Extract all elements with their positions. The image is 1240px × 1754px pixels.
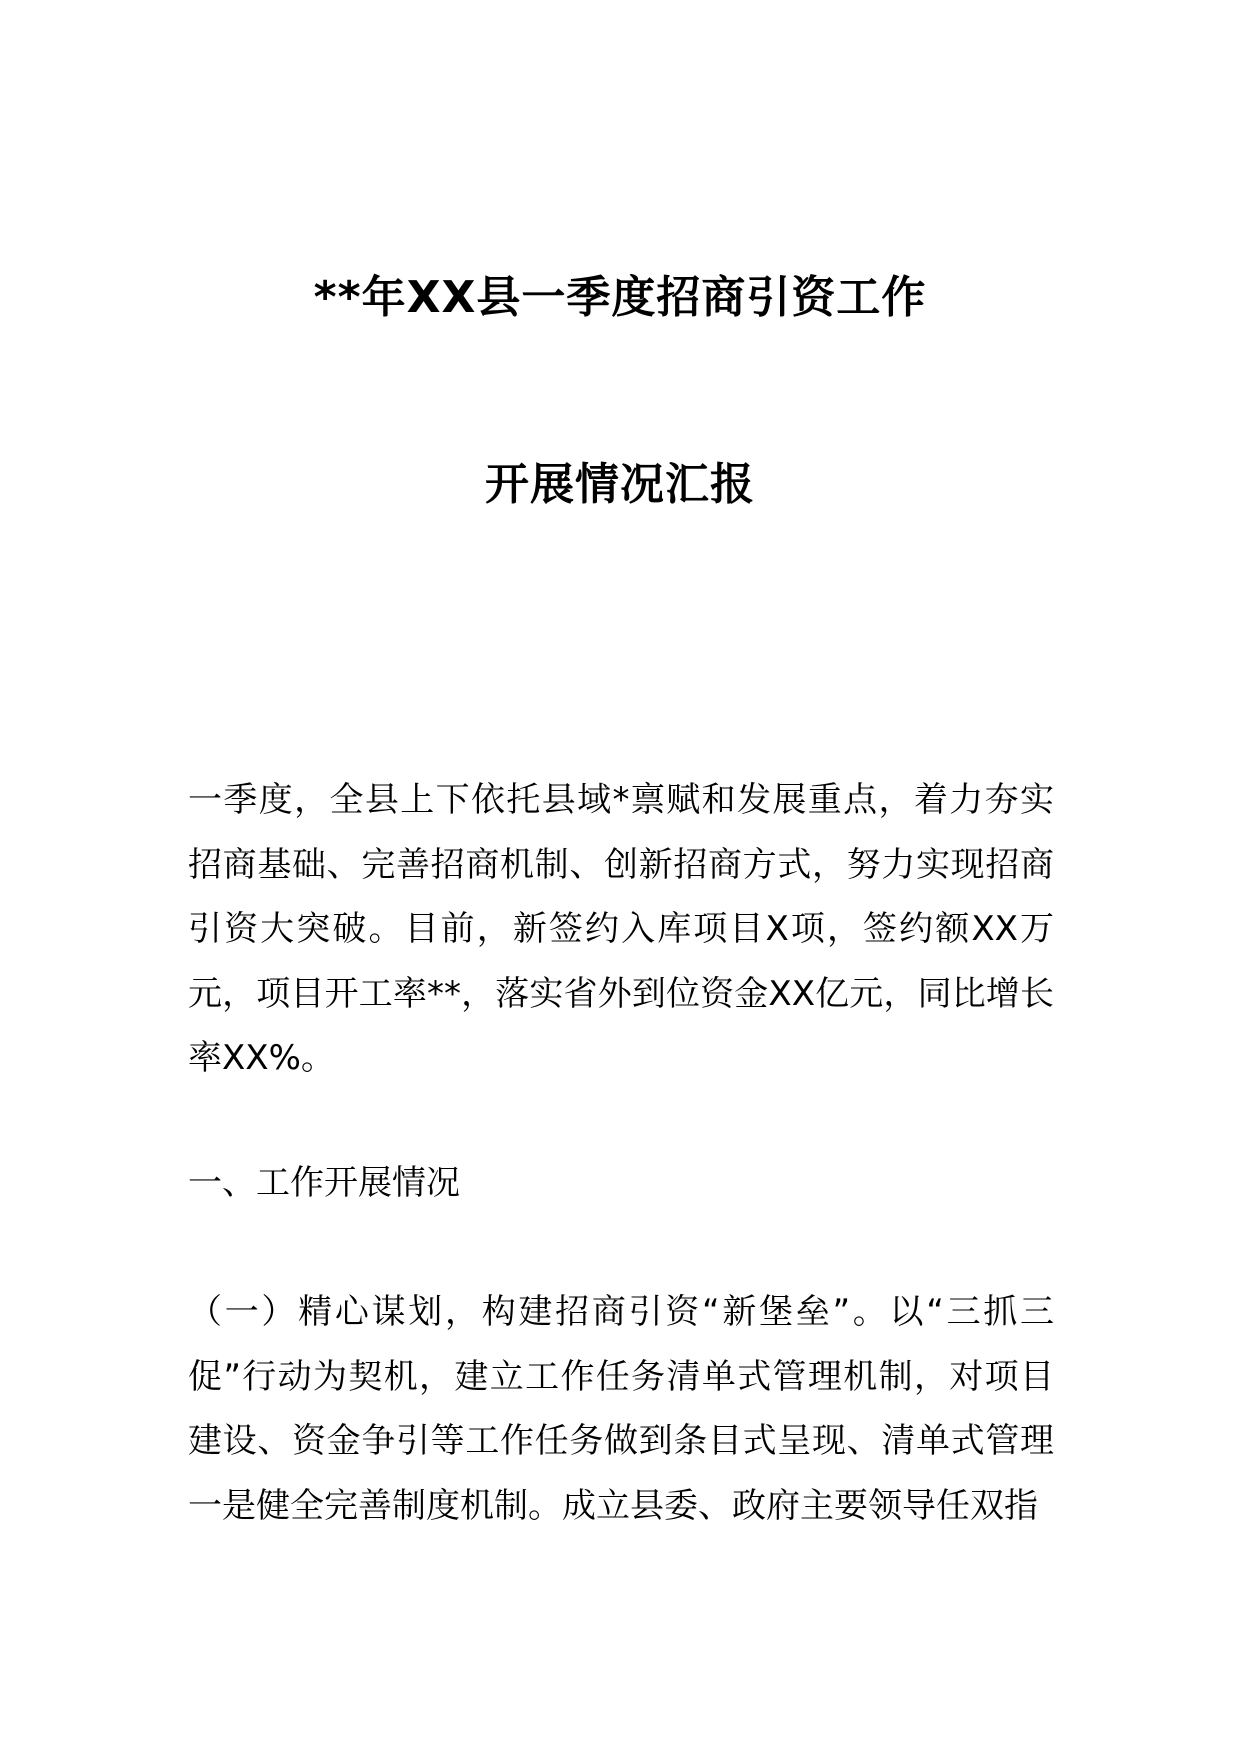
document-title-line-2: 开展情况汇报 (485, 459, 755, 510)
section-paragraph: （一）精心谋划，构建招商引资“新堡垒”。以“三抓三促”行动为契机，建立工作任务清单式管理机制，对项目建设、资金争引等工作任务做到条目式呈现、清单式管理一是健全完善制度机制。成立县委、政府主要领导任双指 (188, 1292, 1054, 1526)
section-heading: 一、工作开展情况 (188, 1163, 460, 1203)
intro-paragraph: 一季度，全县上下依托县域*禀赋和发展重点，着力夯实招商基础、完善招商机制、创新招商方式，努力实现招商引资大突破。目前，新签约入库项目X项，签约额XX万元，项目开工率**，落实省外到位资金XX亿元，同比增长率XX%。 (188, 780, 1054, 1078)
document-title-line-1: **年XX县一季度招商引资工作 (313, 272, 927, 323)
